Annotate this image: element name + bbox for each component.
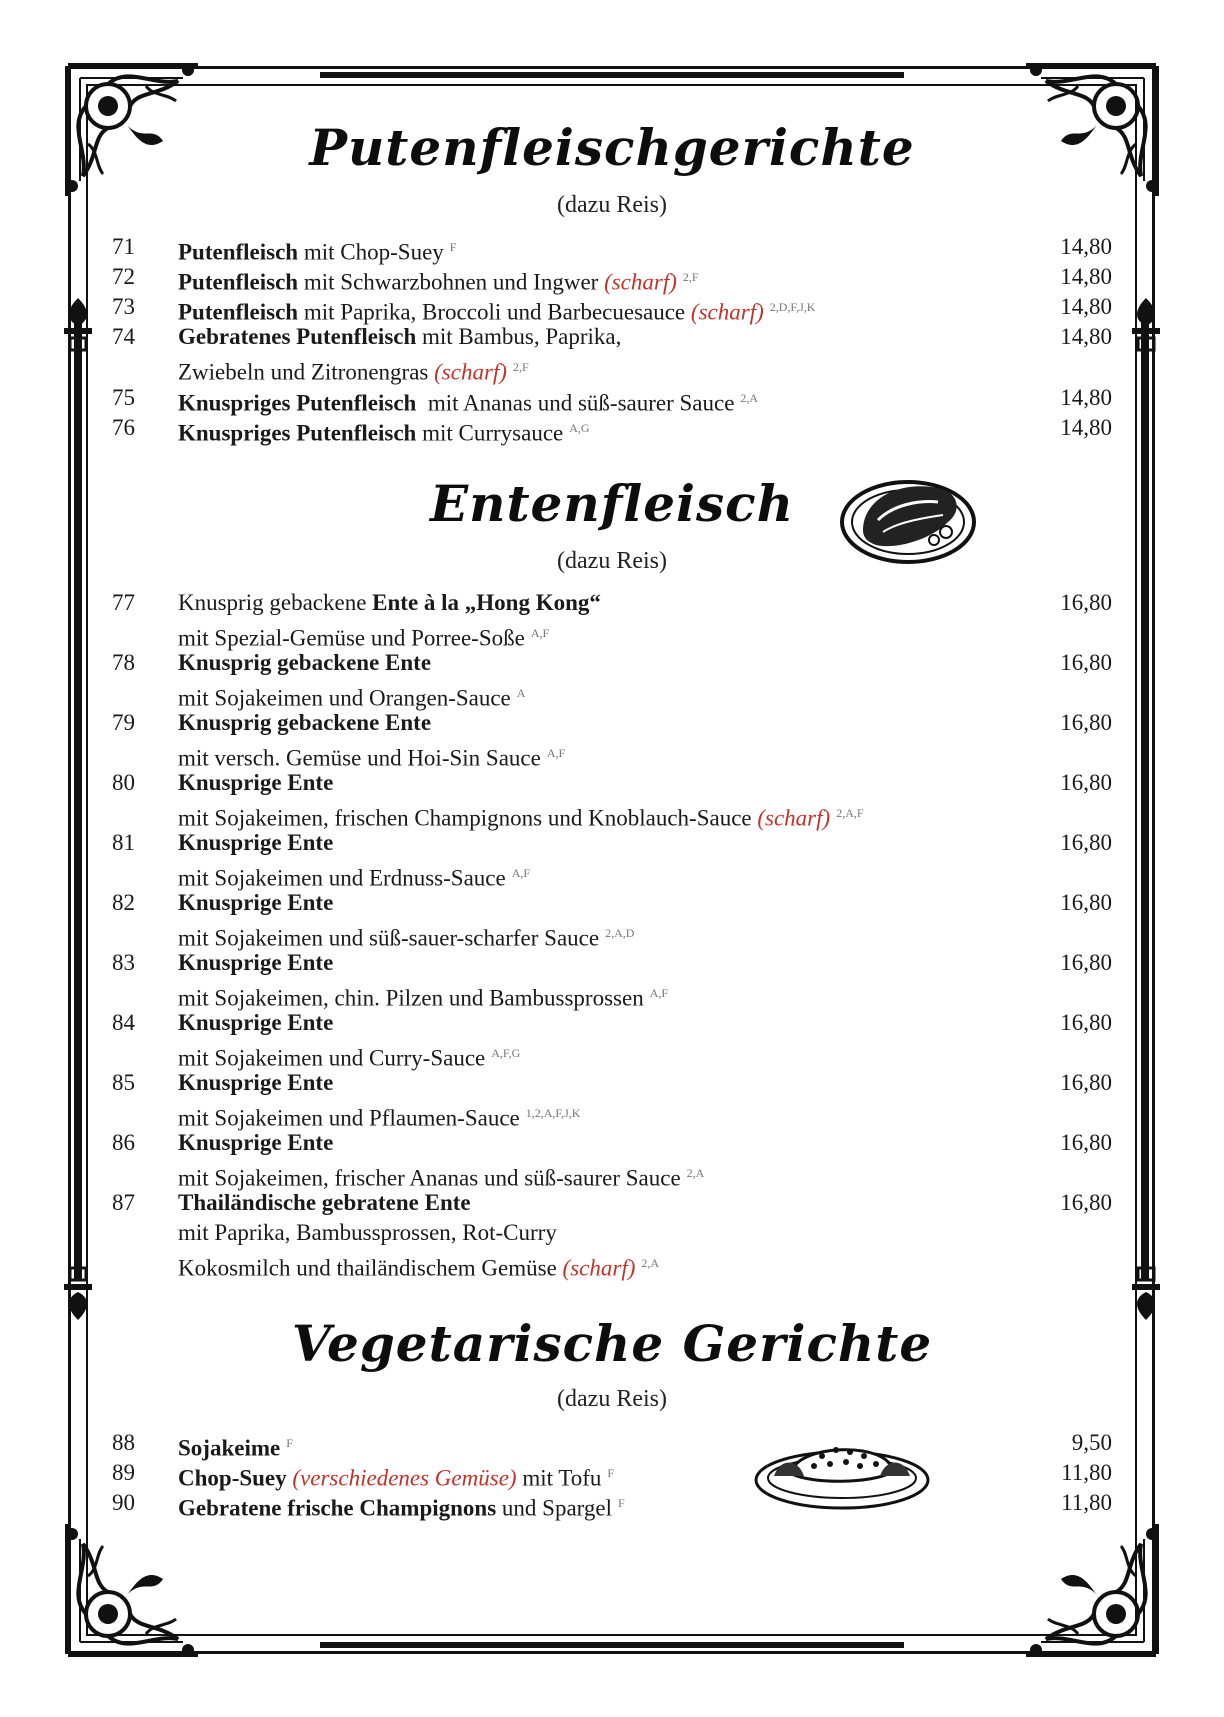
- allergen-codes: A,F: [511, 866, 531, 880]
- section-subtitle-vegetarian: (dazu Reis): [557, 1386, 667, 1412]
- item-price: 14,80: [1060, 385, 1112, 410]
- item-number: 75: [112, 385, 135, 410]
- item-number: 86: [112, 1130, 135, 1155]
- item-name: Knusprige Ente: [178, 770, 334, 795]
- menu-item-84: [112, 1008, 1112, 1038]
- item-number: 90: [112, 1490, 135, 1515]
- spicy-label: (scharf): [434, 359, 507, 385]
- item-description-continued: [178, 1098, 581, 1131]
- item-price: 16,80: [1060, 950, 1112, 975]
- item-price: 16,80: [1060, 650, 1112, 675]
- section-title-vegetarian: Vegetarische Gerichte: [291, 1314, 933, 1373]
- item-number: 85: [112, 1070, 135, 1095]
- allergen-codes: A,F: [546, 746, 566, 760]
- menu-item-74: [112, 322, 1112, 352]
- item-description: mit Sojakeimen und Orangen-Sauce: [178, 685, 511, 711]
- section-title-duck: Entenfleisch: [430, 474, 794, 533]
- allergen-codes: 1,2,A,F,J,K: [525, 1106, 581, 1120]
- item-name: Knuspriges Putenfleisch: [178, 420, 417, 446]
- allergen-codes: F: [449, 240, 457, 254]
- menu-item-86: [112, 1128, 1112, 1158]
- item-name: Knusprige Ente: [178, 1070, 334, 1095]
- item-description: mit Tofu: [516, 1465, 602, 1491]
- item-description-continued: [178, 352, 529, 385]
- item-number: 79: [112, 710, 135, 735]
- item-description: mit Ananas und süß-saurer Sauce: [416, 390, 735, 416]
- allergen-codes: F: [286, 1436, 293, 1450]
- item-name: Putenfleisch: [178, 239, 299, 265]
- item-description: mit Sojakeimen und Erdnuss-Sauce: [178, 865, 506, 891]
- item-name: Gebratenes Putenfleisch: [178, 324, 417, 349]
- item-price: 16,80: [1060, 1190, 1112, 1215]
- menu-item-82: [112, 888, 1112, 918]
- item-description: und Spargel: [496, 1495, 613, 1521]
- ornamental-corner-icon: [1016, 1514, 1166, 1664]
- item-description-continued: [178, 858, 531, 891]
- item-number: 74: [112, 324, 135, 349]
- item-description: mit versch. Gemüse und Hoi-Sin Sauce: [178, 745, 541, 771]
- item-description: mit Paprika, Bambussprossen, Rot-Curry: [178, 1220, 557, 1245]
- border-ornament-icon: [60, 296, 96, 352]
- item-description-continued: [178, 1218, 557, 1248]
- item-description-continued: [178, 738, 566, 771]
- menu-item-71: [112, 232, 1112, 265]
- item-description: mit Currysauce: [416, 420, 564, 446]
- item-price: 14,80: [1060, 415, 1112, 440]
- allergen-codes: A,F: [530, 626, 550, 640]
- border-bar-left: [74, 320, 82, 1280]
- item-price: 14,80: [1060, 264, 1112, 289]
- item-price: 14,80: [1060, 234, 1112, 259]
- item-price: 11,80: [1061, 1460, 1112, 1485]
- menu-item-88: [112, 1428, 1112, 1461]
- item-price: 16,80: [1060, 710, 1112, 735]
- item-number: 82: [112, 890, 135, 915]
- item-name: Knusprig gebackene Ente: [178, 710, 432, 735]
- item-number: 76: [112, 415, 135, 440]
- allergen-codes: 2,A: [641, 1256, 660, 1270]
- item-description-continued: [178, 798, 864, 831]
- item-name: Gebratene frische Champignons: [178, 1495, 497, 1521]
- menu-item-83: [112, 948, 1112, 978]
- item-number: 77: [112, 590, 135, 615]
- menu-item-76: [112, 413, 1112, 446]
- item-price: 14,80: [1060, 324, 1112, 349]
- section-title-turkey: Putenfleischgerichte: [309, 118, 915, 177]
- item-price: 16,80: [1060, 1070, 1112, 1095]
- item-description: mit Chop-Suey: [298, 239, 444, 265]
- menu-item-81: [112, 828, 1112, 858]
- item-name: Knuspriges Putenfleisch: [178, 390, 417, 416]
- allergen-codes: 2,A: [740, 391, 759, 405]
- item-description: mit Sojakeimen und Pflaumen-Sauce: [178, 1105, 520, 1131]
- menu-item-90: [112, 1488, 1112, 1521]
- item-description-continued: [178, 918, 635, 951]
- allergen-codes: 2,A: [686, 1166, 705, 1180]
- item-description: Zwiebeln und Zitronengras: [178, 359, 435, 385]
- item-price: 16,80: [1060, 830, 1112, 855]
- item-description-continued: [178, 978, 669, 1011]
- item-name: Putenfleisch: [178, 269, 299, 295]
- menu-item-79: [112, 708, 1112, 738]
- item-name: Thailändische gebratene Ente: [178, 1190, 471, 1215]
- item-name: Putenfleisch: [178, 299, 299, 325]
- item-note: (verschiedenes Gemüse): [286, 1465, 517, 1491]
- item-number: 87: [112, 1190, 135, 1215]
- item-description-continued: [178, 618, 550, 651]
- menu-item-73: [112, 292, 1112, 325]
- menu-item-89: [112, 1458, 1112, 1491]
- spicy-label: (scharf): [604, 269, 677, 295]
- item-price: 16,80: [1060, 890, 1112, 915]
- item-name: Ente à la „Hong Kong“: [372, 590, 601, 615]
- item-price: 14,80: [1060, 294, 1112, 319]
- item-name: Knusprige Ente: [178, 890, 334, 915]
- spicy-label: (scharf): [757, 805, 831, 831]
- item-number: 88: [112, 1430, 135, 1455]
- border-ornament-icon: [1128, 296, 1164, 352]
- item-name: Knusprige Ente: [178, 950, 334, 975]
- item-name: Knusprige Ente: [178, 1130, 334, 1155]
- border-bar-top: [320, 72, 904, 78]
- item-number: 81: [112, 830, 135, 855]
- item-description-continued: [178, 1248, 660, 1281]
- allergen-codes: 2,D,F,J,K: [769, 300, 816, 314]
- item-number: 80: [112, 770, 135, 795]
- spicy-label: (scharf): [690, 299, 764, 325]
- item-number: 72: [112, 264, 135, 289]
- item-name: Chop-Suey: [178, 1465, 287, 1491]
- item-description-continued: [178, 1038, 521, 1071]
- allergen-codes: A,F: [649, 986, 669, 1000]
- item-price: 11,80: [1061, 1490, 1112, 1515]
- item-description: mit Sojakeimen und süß-sauer-scharfer Sauce: [178, 925, 600, 951]
- menu-item-72: [112, 262, 1112, 295]
- menu-item-85: [112, 1068, 1112, 1098]
- section-subtitle-turkey: (dazu Reis): [557, 192, 667, 218]
- item-description: Knusprig gebackene: [178, 590, 373, 615]
- allergen-codes: 2,F: [682, 270, 699, 284]
- allergen-codes: 2,F: [512, 360, 529, 374]
- menu-item-75: [112, 383, 1112, 416]
- item-description: mit Bambus, Paprika,: [416, 324, 622, 349]
- item-number: 84: [112, 1010, 135, 1035]
- ornamental-corner-icon: [58, 1514, 208, 1664]
- item-price: 9,50: [1071, 1430, 1112, 1455]
- menu-item-87: [112, 1188, 1112, 1218]
- item-price: 16,80: [1060, 590, 1112, 615]
- duck-plate-illustration: [838, 460, 978, 570]
- allergen-codes: F: [607, 1466, 615, 1480]
- item-description: mit Paprika, Broccoli und Barbecuesauce: [298, 299, 691, 325]
- allergen-codes: A,G: [569, 421, 590, 435]
- menu-item-77: [112, 588, 1112, 618]
- item-description: Kokosmilch und thailändischem Gemüse: [178, 1255, 563, 1281]
- allergen-codes: F: [618, 1496, 625, 1510]
- item-number: 78: [112, 650, 135, 675]
- allergen-codes: 2,A,F: [836, 806, 864, 820]
- item-name: Knusprige Ente: [178, 1010, 334, 1035]
- menu-item-80: [112, 768, 1112, 798]
- item-description: mit Sojakeimen, chin. Pilzen und Bambussprossen: [178, 985, 644, 1011]
- allergen-codes: A: [516, 686, 526, 700]
- item-price: 16,80: [1060, 770, 1112, 795]
- item-name: Knusprig gebackene Ente: [178, 650, 432, 675]
- item-number: 83: [112, 950, 135, 975]
- item-number: 73: [112, 294, 135, 319]
- menu-item-78: [112, 648, 1112, 678]
- item-description: mit Sojakeimen, frischer Ananas und süß-saurer Sauce: [178, 1165, 681, 1191]
- allergen-codes: A,F,G: [491, 1046, 521, 1060]
- item-name: Knusprige Ente: [178, 830, 334, 855]
- item-name: Sojakeime: [178, 1435, 281, 1461]
- item-number: 89: [112, 1460, 135, 1485]
- item-description-continued: [178, 678, 526, 711]
- allergen-codes: 2,A,D: [605, 926, 635, 940]
- item-description: mit Spezial-Gemüse und Porree-Soße: [178, 625, 525, 651]
- item-price: 16,80: [1060, 1130, 1112, 1155]
- section-subtitle-duck: (dazu Reis): [557, 548, 667, 574]
- item-description: mit Sojakeimen und Curry-Sauce: [178, 1045, 486, 1071]
- item-number: 71: [112, 234, 135, 259]
- border-bar-bottom: [320, 1642, 904, 1648]
- item-description: mit Schwarzbohnen und Ingwer: [298, 269, 605, 295]
- border-bar-right: [1141, 320, 1149, 1280]
- spicy-label: (scharf): [562, 1255, 636, 1281]
- item-description: mit Sojakeimen, frischen Champignons und Knoblauch-Sauce: [178, 805, 758, 831]
- item-price: 16,80: [1060, 1010, 1112, 1035]
- item-description-continued: [178, 1158, 705, 1191]
